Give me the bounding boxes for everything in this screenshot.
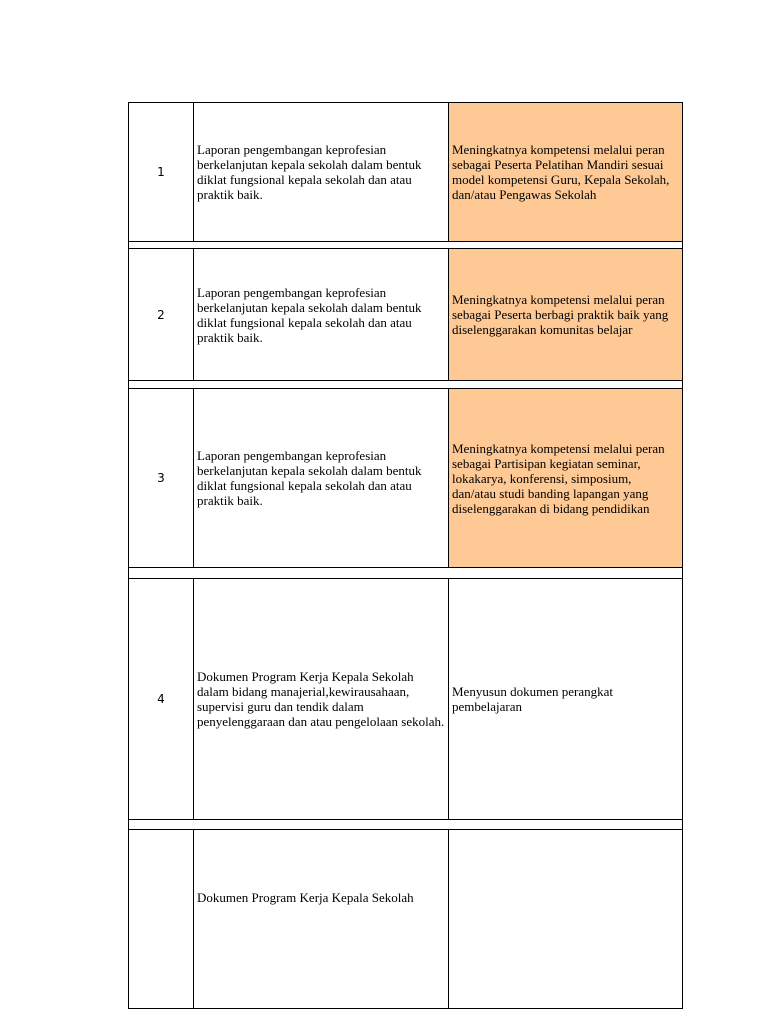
table-row — [128, 578, 683, 820]
outcome-cell — [448, 829, 683, 1009]
description-cell — [193, 102, 449, 242]
row-number-text: 2 — [157, 307, 165, 322]
description-cell — [193, 578, 449, 820]
row-number — [128, 248, 194, 381]
table-row — [128, 248, 683, 381]
table-row — [128, 388, 683, 568]
row-number — [128, 829, 194, 1009]
row-separator — [128, 820, 683, 829]
description-text: Dokumen Program Kerja Kepala Sekolah dalam bidang manajerial,kewirausahaan, supervisi guru dan tendik dalam penyelenggaraan dan atau pengelolaan sekolah. — [197, 669, 445, 729]
row-number — [128, 102, 194, 242]
outcome-text: Menyusun dokumen perangkat pembelajaran — [452, 684, 614, 714]
table-row — [128, 102, 683, 242]
row-number — [128, 578, 194, 820]
row-number-text: 4 — [157, 692, 165, 706]
outcome-text: Meningkatnya kompetensi melalui peran sebagai Partisipan kegiatan seminar, lokakarya, konferensi, simposium, dan/atau studi banding lapangan yang diselenggarakan di bidang pendidikan — [452, 440, 665, 516]
description-cell — [193, 388, 449, 568]
row-separator — [128, 568, 683, 578]
description-text: Laporan pengembangan keprofesian berkelanjutan kepala sekolah dalam bentuk diklat fungsional kepala sekolah dan atau praktik baik. — [197, 142, 422, 202]
description-text: Dokumen Program Kerja Kepala Sekolah — [197, 890, 414, 905]
outcome-cell — [448, 578, 683, 820]
outcome-cell — [448, 388, 683, 568]
row-number-text: 1 — [157, 165, 165, 179]
description-text: Laporan pengembangan keprofesian berkelanjutan kepala sekolah dalam bentuk diklat fungsional kepala sekolah dan atau praktik baik. — [197, 448, 422, 508]
description-text: Laporan pengembangan keprofesian berkelanjutan kepala sekolah dalam bentuk diklat fungsional kepala sekolah dan atau praktik baik. — [197, 284, 422, 345]
description-cell — [193, 829, 449, 1009]
description-cell — [193, 248, 449, 381]
outcome-cell — [448, 102, 683, 242]
row-number — [128, 388, 194, 568]
row-number-text: 3 — [157, 471, 165, 485]
table-row — [128, 829, 683, 1009]
outcome-text: Meningkatnya kompetensi melalui peran sebagai Peserta Pelatihan Mandiri sesuai model kompetensi Guru, Kepala Sekolah, dan/atau Pengawas Sekolah — [452, 142, 670, 202]
outcome-cell — [448, 248, 683, 381]
row-separator — [128, 381, 683, 388]
outcome-text: Meningkatnya kompetensi melalui peran sebagai Peserta berbagi praktik baik yang diselenggarakan komunitas belajar — [452, 292, 669, 337]
